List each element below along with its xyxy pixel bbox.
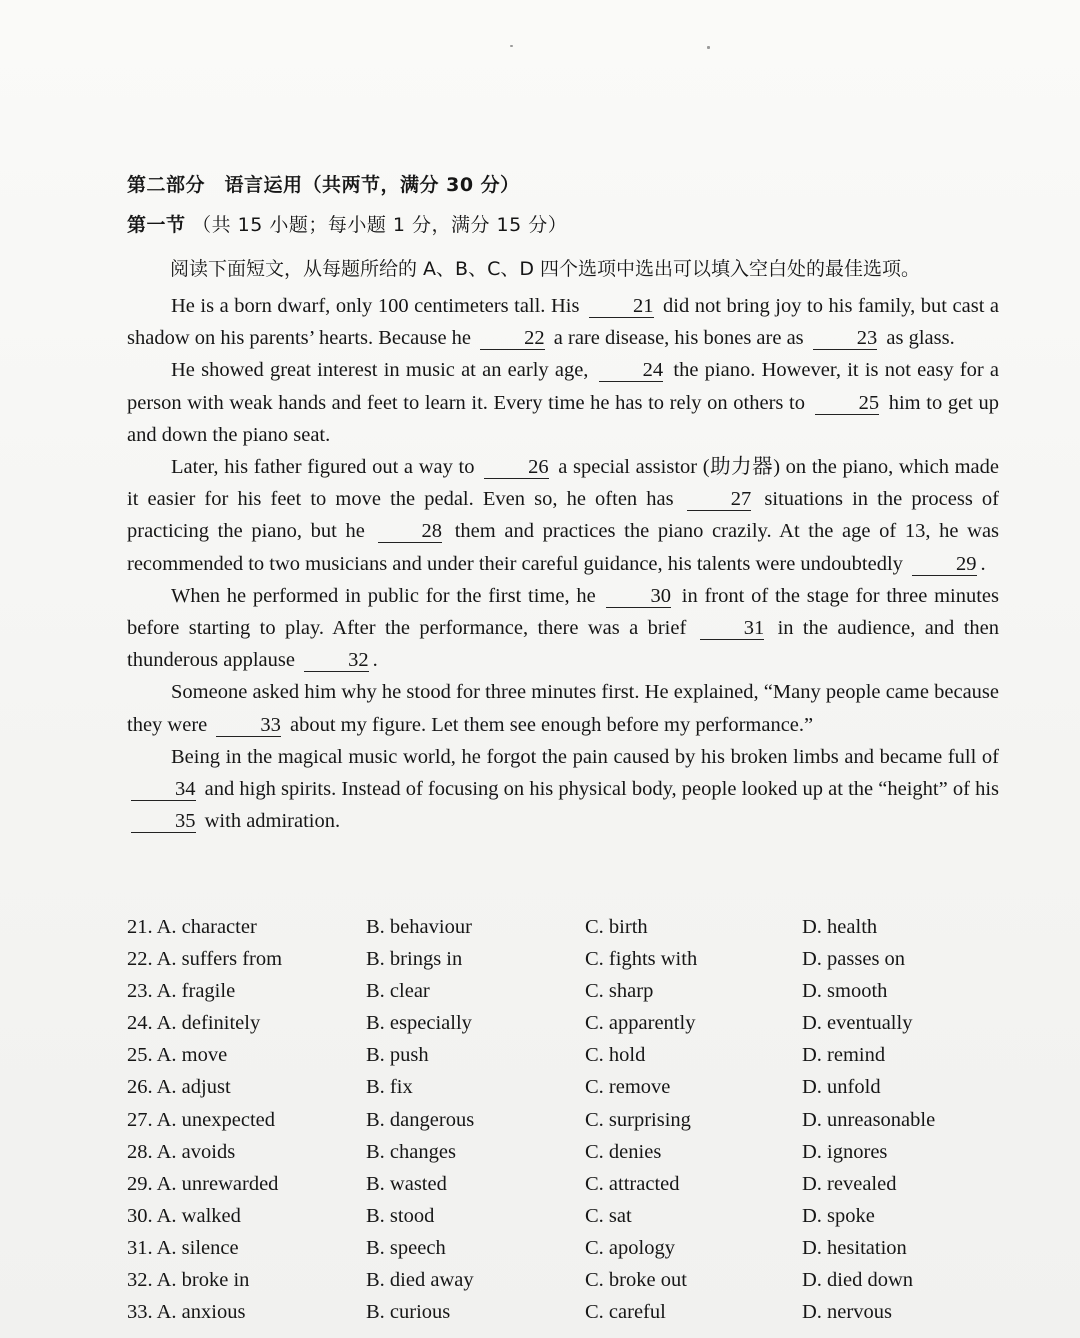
blank-35: 35 [131, 810, 196, 833]
blank-30: 30 [606, 585, 671, 608]
option-d: D. revealed [802, 1172, 897, 1195]
option-row [127, 916, 1027, 948]
option-b: B. especially [366, 1012, 472, 1035]
option-c: C. apparently [585, 1012, 696, 1035]
option-c: C. denies [585, 1140, 662, 1163]
paragraph-6 [127, 741, 999, 838]
blank-32: 32 [304, 649, 369, 672]
option-b: B. wasted [366, 1172, 447, 1195]
option-d: D. remind [802, 1044, 886, 1067]
option-c: C. careful [585, 1301, 666, 1324]
option-d: D. died down [802, 1269, 914, 1292]
passage-text: Being in the magical music world, he forgot the pain caused by his broken limbs and became full of [171, 745, 999, 768]
option-a: 27. A. unexpected [127, 1108, 276, 1131]
option-c: C. birth [585, 916, 648, 938]
option-a: 24. A. definitely [127, 1012, 261, 1035]
blank-23: 23 [813, 327, 878, 350]
option-b: B. clear [366, 980, 430, 1003]
blank-34: 34 [131, 778, 196, 801]
passage-text: a rare disease, his bones are as [553, 327, 804, 350]
passage-text: did not bring joy to his family, but cast a shadow on his parents’ hearts. Because he [127, 295, 1000, 350]
option-c: C. broke out [585, 1269, 687, 1292]
option-d: D. spoke [802, 1204, 875, 1227]
passage-text: Later, his father figured out a way to [171, 456, 475, 479]
passage-text: and high spirits. Instead of focusing on his physical body, people looked up at the “height” of his [204, 778, 1000, 801]
option-c: C. remove [585, 1076, 671, 1099]
option-c: C. surprising [585, 1108, 691, 1131]
option-b: B. stood [366, 1204, 435, 1227]
passage-text: in front of the stage for three minutes before starting to play. After the performance, there was a brief [127, 584, 1000, 640]
paragraph-4 [127, 580, 999, 677]
option-a: 32. A. broke in [127, 1269, 250, 1292]
option-d: D. ignores [802, 1140, 888, 1163]
option-a: 28. A. avoids [127, 1140, 236, 1163]
option-row [127, 1205, 1027, 1237]
blank-24: 24 [599, 359, 664, 382]
option-row [127, 980, 1027, 1012]
option-a: 31. A. silence [127, 1236, 239, 1259]
scan-speck [707, 46, 710, 49]
option-row [127, 1301, 1027, 1333]
option-b: B. dangerous [366, 1108, 475, 1131]
option-b: B. curious [366, 1301, 451, 1324]
option-b: B. brings in [366, 948, 463, 971]
paragraph-2 [127, 354, 999, 451]
passage-text: . [980, 552, 986, 575]
option-b: B. behaviour [366, 916, 472, 938]
passage-text: When he performed in public for the first time, he [171, 584, 596, 607]
option-row [127, 948, 1027, 980]
passage-text: a special assistor (助力器) on the piano, which made it easier for his feet to move the pedal. Even so, he often has [127, 456, 1000, 511]
option-a: 25. A. move [127, 1044, 228, 1067]
blank-29: 29 [912, 553, 977, 576]
option-b: B. fix [366, 1076, 413, 1099]
blank-26: 26 [484, 456, 549, 479]
option-a: 22. A. suffers from [127, 948, 283, 971]
option-d: D. smooth [802, 980, 888, 1003]
option-c: C. sharp [585, 980, 654, 1003]
blank-28: 28 [378, 520, 443, 543]
option-a: 26. A. adjust [127, 1076, 231, 1099]
passage-text: . [372, 649, 378, 672]
blank-22: 22 [480, 327, 545, 350]
option-row [127, 1141, 1027, 1173]
section-title: 第二部分 语言运用（共两节，满分 30 分） [127, 174, 520, 196]
option-a: 29. A. unrewarded [127, 1172, 279, 1195]
option-d: D. nervous [802, 1301, 892, 1324]
option-c: C. fights with [585, 948, 698, 971]
passage-text: the piano. However, it is not easy for a person with weak hands and feet to learn it. Every time he has to rely on others to [127, 359, 1000, 414]
option-a: 33. A. anxious [127, 1301, 246, 1324]
option-row [127, 1076, 1027, 1108]
passage-text: situations in the process of practicing the piano, but he [127, 488, 1000, 543]
option-row [127, 1012, 1027, 1044]
subsection-detail: （共 15 小题；每小题 1 分，满分 15 分） [192, 214, 568, 236]
option-c: C. apology [585, 1236, 675, 1259]
passage-text: as glass. [886, 327, 955, 350]
option-a: 30. A. walked [127, 1204, 241, 1227]
blank-33: 33 [216, 714, 281, 737]
passage-text: with admiration. [204, 810, 341, 833]
option-c: C. sat [585, 1204, 632, 1227]
passage-text: him to get up and down the piano seat. [127, 391, 999, 446]
subsection-heading [127, 210, 567, 237]
option-d: D. unreasonable [802, 1108, 936, 1131]
option-b: B. died away [366, 1269, 474, 1292]
option-d: D. eventually [802, 1012, 913, 1035]
blank-31: 31 [700, 617, 765, 640]
passage-text: Someone asked him why he stood for three minutes first. He explained, “Many people came because they were [127, 681, 999, 736]
passage-text: He showed great interest in music at an early age, [171, 359, 589, 382]
passage [127, 290, 999, 837]
paragraph-5 [127, 676, 999, 740]
option-b: B. push [366, 1044, 429, 1067]
paragraph-3 [127, 451, 999, 580]
option-d: D. unfold [802, 1076, 881, 1099]
passage-text: He is a born dwarf, only 100 centimeters tall. His [171, 295, 580, 317]
option-row [127, 1109, 1027, 1141]
subsection-label: 第一节 [127, 214, 186, 236]
scan-speck [510, 45, 513, 47]
blank-27: 27 [687, 488, 752, 511]
passage-text: in the audience, and then thunderous applause [127, 617, 999, 672]
option-row [127, 1237, 1027, 1269]
instruction: 阅读下面短文，从每题所给的 A、B、C、D 四个选项中选出可以填入空白处的最佳选项。 [170, 258, 921, 280]
option-d: D. passes on [802, 948, 906, 971]
option-d: D. health [802, 916, 878, 938]
passage-text: about my figure. Let them see enough before my performance.” [290, 713, 814, 736]
option-d: D. hesitation [802, 1236, 907, 1259]
option-row [127, 1173, 1027, 1205]
blank-25: 25 [815, 392, 880, 415]
option-row [127, 1044, 1027, 1076]
blank-21: 21 [589, 295, 654, 318]
option-b: B. speech [366, 1236, 446, 1259]
options-list [127, 916, 1027, 1333]
paragraph-1 [127, 290, 999, 354]
passage-text: them and practices the piano crazily. At the age of 13, he was recommended to two musicians and under their careful guidance, his talents were undoubtedly [127, 520, 1000, 575]
option-b: B. changes [366, 1140, 456, 1163]
option-c: C. hold [585, 1044, 646, 1067]
option-row [127, 1269, 1027, 1301]
option-a: 23. A. fragile [127, 980, 236, 1003]
option-a: 21. A. character [127, 916, 257, 938]
option-c: C. attracted [585, 1172, 680, 1195]
